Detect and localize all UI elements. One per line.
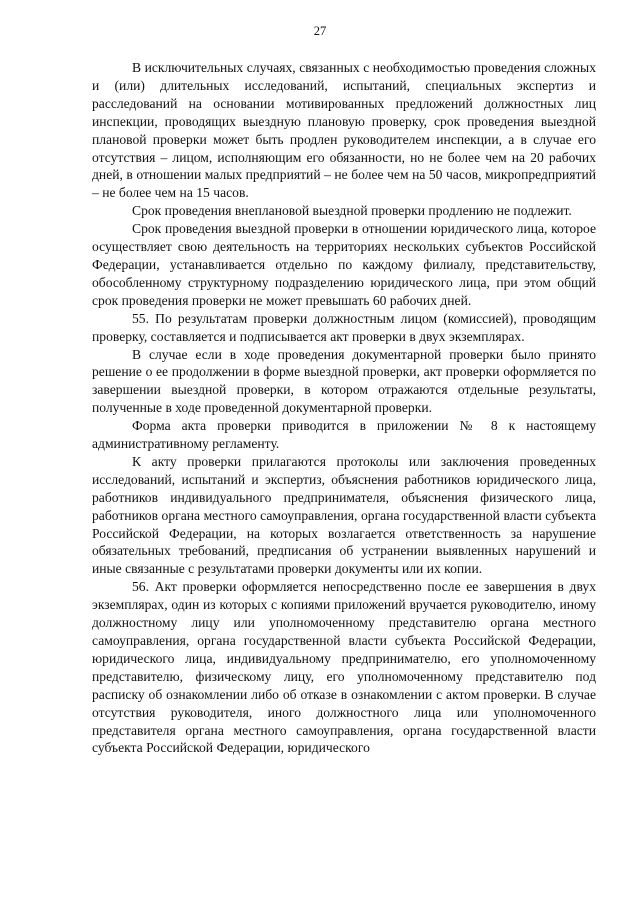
page-number: 27 (313, 24, 327, 38)
paragraph-multiple-regions-term: Срок проведения выездной проверки в отношении юридического лица, которое осуществляет свою деятельность на территориях нескольких субъектов Российской Федерации, устанавливается отдельно по каждому филиалу, представительству, обособленному структурному подразделению юридического лица, при этом общий срок проведения проверки не может превышать 60 рабочих дней. (92, 221, 596, 308)
page-body (92, 59, 596, 757)
paragraph-documentary-continuation: В случае если в ходе проведения документарной проверки было принято решение о ее продолжении в форме выездной проверки, акт проверки оформляется по завершении выездной проверки, в котором отражаются отдельные результаты, полученные в ходе проведенной документарной проверки. (92, 346, 596, 416)
paragraph-extension-exceptional-cases: В исключительных случаях, связанных с необходимостью проведения сложных и (или) длительных исследований, испытаний, специальных экспертиз и расследований на основании мотивированных предложений должностных лиц инспекции, проводящих выездную плановую проверку, срок проведения выездной плановой проверки может быть продлен руководителем инспекции, а в случае его отсутствия – лицом, исполняющим его обязанности, но не более чем на 20 рабочих дней, в отношении малых предприятий – не более чем на 50 часов, микропредприятий – не более чем на 15 часов. (92, 60, 596, 201)
paragraph-act-attachments: К акту проверки прилагаются протоколы или заключения проведенных исследований, испытаний и экспертиз, объяснения работников юридического лица, работников индивидуального предпринимателя, объяснения физического лица, работников органа местного самоуправления, органа государственной власти субъекта Российской Федерации, на которых возлагается ответственность за нарушение обязательных требований, предписания об устранении выявленных нарушений и иные связанные с результатами проверки документы или их копии. (92, 453, 596, 577)
paragraph-item-56-act-delivery: 56. Акт проверки оформляется непосредственно после ее завершения в двух экземплярах, один из которых с копиями приложений вручается руководителю, иному должностному лицу или уполномоченному представителю органа местного самоуправления, органа государственной власти субъекта Российской Федерации, юридического лица, индивидуальному предпринимателю, его уполномоченному представителю, физическому лицу, его уполномоченному представителю под расписку об ознакомлении либо об отказе в ознакомлении с актом проверки. В случае отсутствия руководителя, иного должностного лица или уполномоченного представителя органа местного самоуправления, органа государственной власти субъекта Российской Федерации, юридического (92, 579, 596, 756)
paragraph-unscheduled-no-extension: Срок проведения внеплановой выездной проверки продлению не подлежит. (132, 203, 572, 219)
paragraph-item-55-inspection-act: 55. По результатам проверки должностным лицом (комиссией), проводящим проверку, составляется и подписывается акт проверки в двух экземплярах. (92, 310, 596, 344)
paragraph-act-form-appendix: Форма акта проверки приводится в приложении № 8 к настоящему административному регламенту. (92, 418, 596, 452)
